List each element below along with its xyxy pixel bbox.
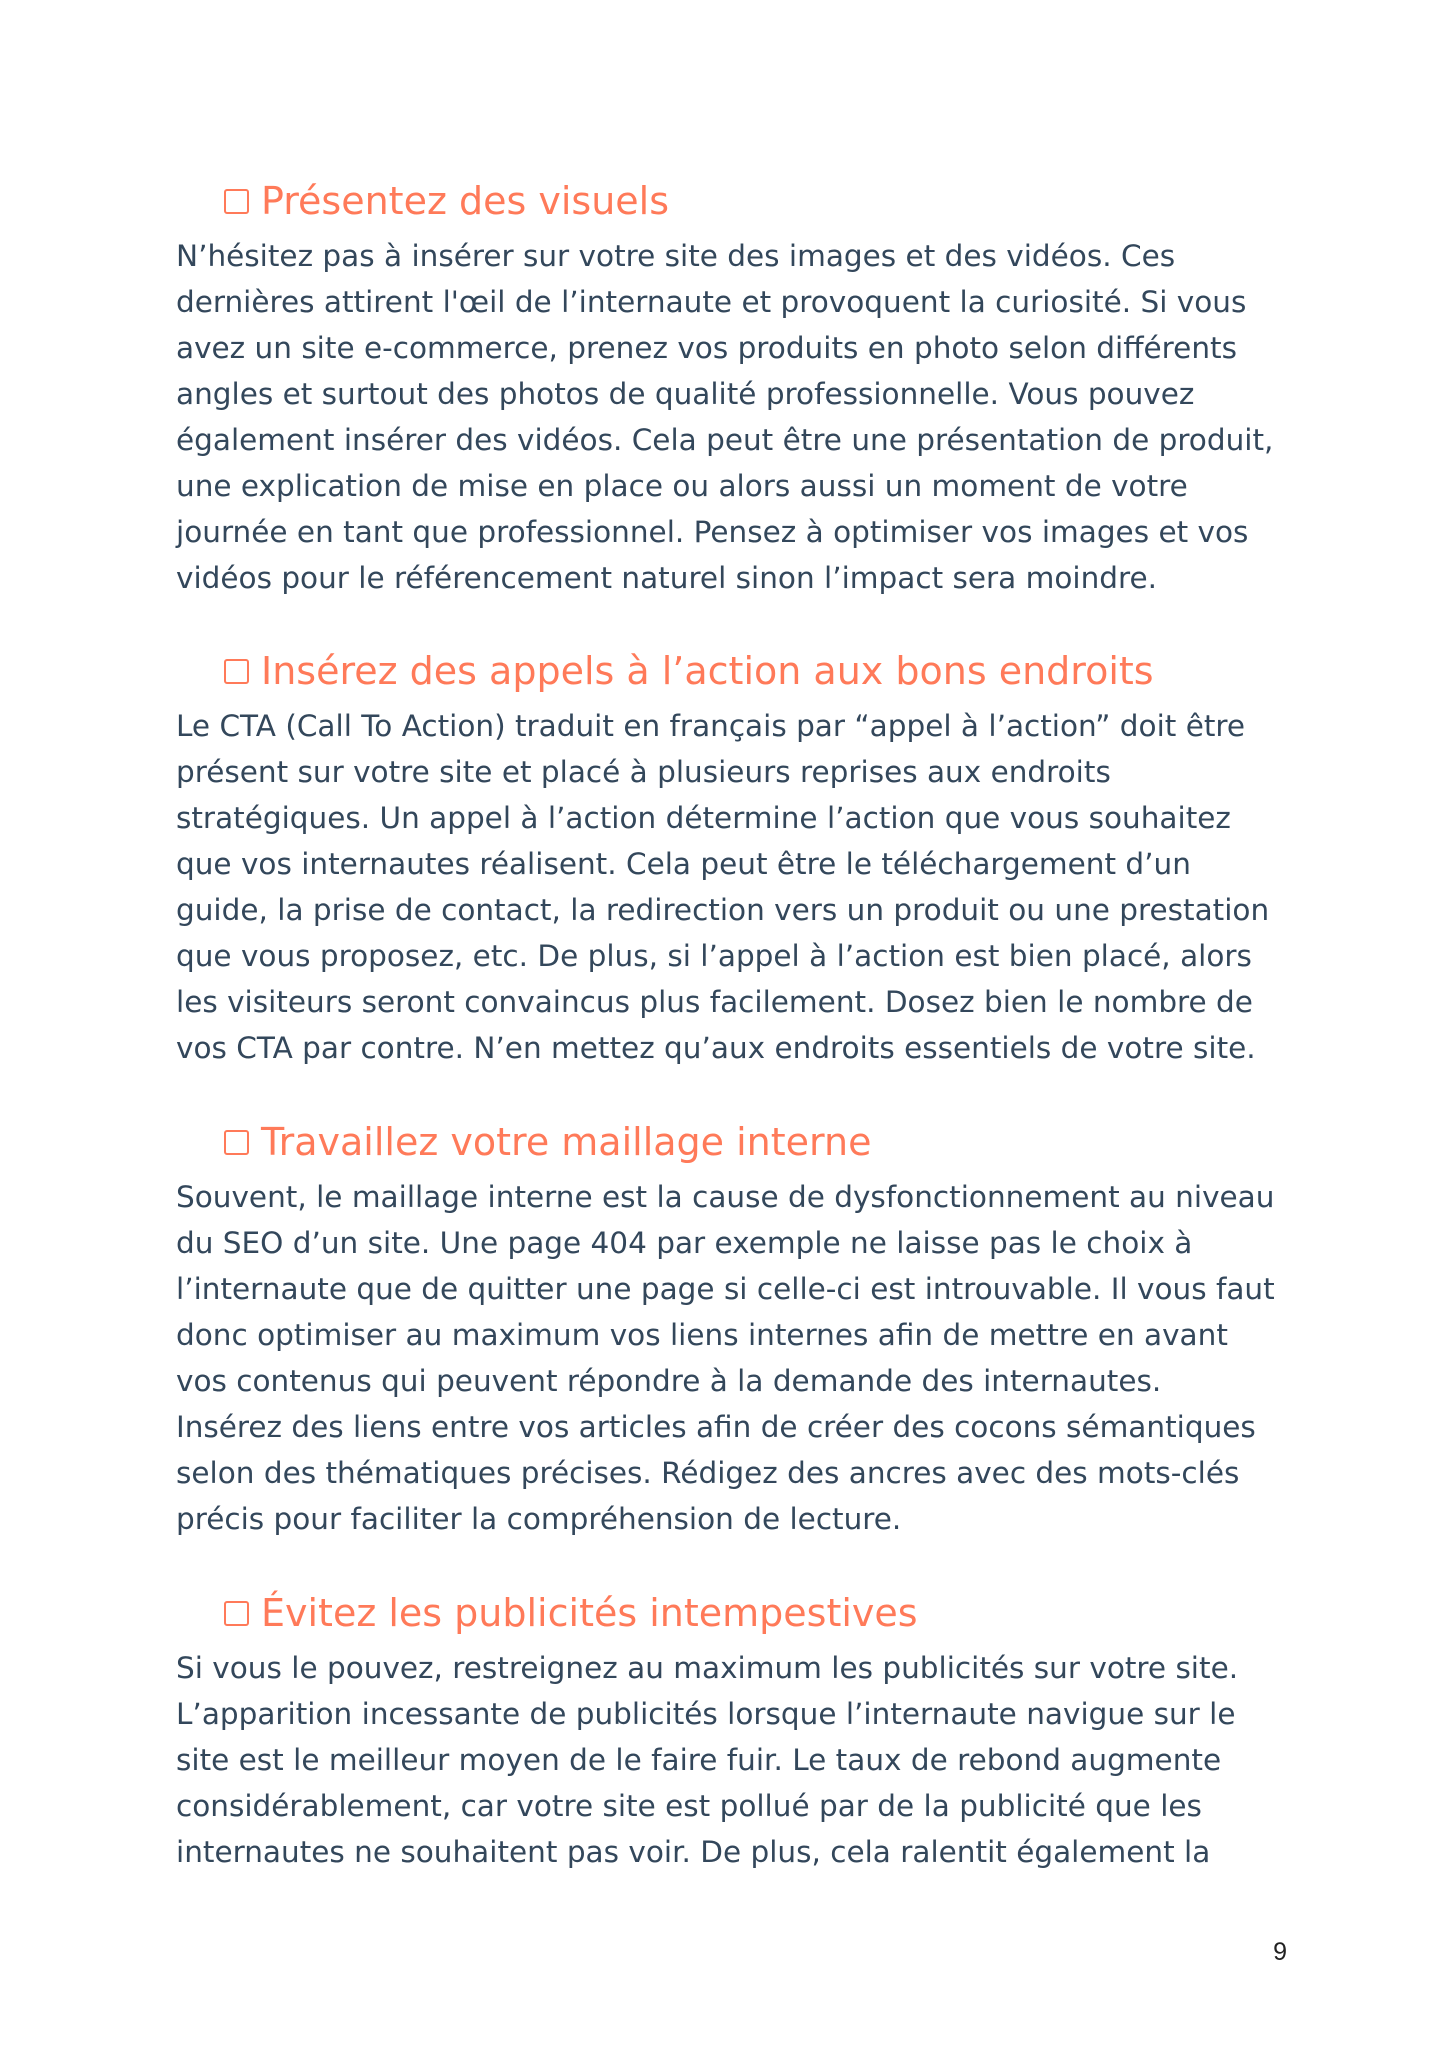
- checkbox-icon: [224, 1601, 249, 1626]
- paragraph-line: précis pour faciliter la compréhension de lecture.: [176, 1502, 902, 1536]
- paragraph-line: Insérez des liens entre vos articles afin de créer des cocons sémantiques: [176, 1410, 1256, 1444]
- section-ads: [176, 1587, 1296, 1875]
- paragraph-line: selon des thématiques précises. Rédigez des ancres avec des mots-clés: [176, 1456, 1240, 1490]
- section-paragraph: [176, 1645, 1296, 1875]
- section-paragraph: [176, 233, 1296, 601]
- checkbox-icon: [224, 189, 249, 214]
- paragraph-line: site est le meilleur moyen de le faire fuir. Le taux de rebond augmente: [176, 1743, 1222, 1777]
- paragraph-line: les visiteurs seront convaincus plus facilement. Dosez bien le nombre de: [176, 985, 1253, 1019]
- paragraph-line: L’apparition incessante de publicités lorsque l’internaute navigue sur le: [176, 1697, 1236, 1731]
- section-heading: [224, 1116, 1296, 1168]
- section-heading: [224, 175, 1296, 227]
- section-visuals: [176, 175, 1296, 601]
- page-number: 9: [1273, 1938, 1287, 1966]
- section-paragraph: [176, 703, 1296, 1071]
- paragraph-line: Si vous le pouvez, restreignez au maximum les publicités sur votre site.: [176, 1651, 1239, 1685]
- paragraph-line: vos CTA par contre. N’en mettez qu’aux endroits essentiels de votre site.: [176, 1031, 1256, 1065]
- paragraph-line: du SEO d’un site. Une page 404 par exemple ne laisse pas le choix à: [176, 1226, 1193, 1260]
- paragraph-line: vidéos pour le référencement naturel sinon l’impact sera moindre.: [176, 561, 1158, 595]
- section-paragraph: [176, 1174, 1296, 1542]
- paragraph-line: que vos internautes réalisent. Cela peut être le téléchargement d’un: [176, 847, 1191, 881]
- section-heading: [224, 1587, 1296, 1639]
- section-cta: [176, 645, 1296, 1071]
- paragraph-line: dernières attirent l'œil de l’internaute et provoquent la curiosité. Si vous: [176, 285, 1247, 319]
- paragraph-line: N’hésitez pas à insérer sur votre site des images et des vidéos. Ces: [176, 239, 1176, 273]
- paragraph-line: que vous proposez, etc. De plus, si l’appel à l’action est bien placé, alors: [176, 939, 1252, 973]
- paragraph-line: internautes ne souhaitent pas voir. De plus, cela ralentit également la: [176, 1835, 1211, 1869]
- checkbox-icon: [224, 1130, 249, 1155]
- section-heading-text: Évitez les publicités intempestives: [261, 1591, 918, 1635]
- paragraph-line: avez un site e-commerce, prenez vos produits en photo selon différents: [176, 331, 1237, 365]
- paragraph-line: l’internaute que de quitter une page si celle-ci est introuvable. Il vous faut: [176, 1272, 1275, 1306]
- paragraph-line: stratégiques. Un appel à l’action détermine l’action que vous souhaitez: [176, 801, 1231, 835]
- paragraph-line: angles et surtout des photos de qualité professionnelle. Vous pouvez: [176, 377, 1195, 411]
- paragraph-line: Le CTA (Call To Action) traduit en français par “appel à l’action” doit être: [176, 709, 1246, 743]
- paragraph-line: une explication de mise en place ou alors aussi un moment de votre: [176, 469, 1188, 503]
- section-internal-linking: [176, 1116, 1296, 1542]
- section-heading-text: Présentez des visuels: [261, 179, 670, 223]
- checkbox-icon: [224, 659, 249, 684]
- paragraph-line: guide, la prise de contact, la redirection vers un produit ou une prestation: [176, 893, 1270, 927]
- section-heading-text: Travaillez votre maillage interne: [261, 1120, 872, 1164]
- section-heading: [224, 645, 1296, 697]
- paragraph-line: également insérer des vidéos. Cela peut être une présentation de produit,: [176, 423, 1274, 457]
- paragraph-line: Souvent, le maillage interne est la cause de dysfonctionnement au niveau: [176, 1180, 1275, 1214]
- paragraph-line: donc optimiser au maximum vos liens internes afin de mettre en avant: [176, 1318, 1228, 1352]
- paragraph-line: considérablement, car votre site est pollué par de la publicité que les: [176, 1789, 1202, 1823]
- paragraph-line: journée en tant que professionnel. Pensez à optimiser vos images et vos: [176, 515, 1249, 549]
- paragraph-line: présent sur votre site et placé à plusieurs reprises aux endroits: [176, 755, 1111, 789]
- section-heading-text: Insérez des appels à l’action aux bons endroits: [261, 649, 1154, 693]
- paragraph-line: vos contenus qui peuvent répondre à la demande des internautes.: [176, 1364, 1162, 1398]
